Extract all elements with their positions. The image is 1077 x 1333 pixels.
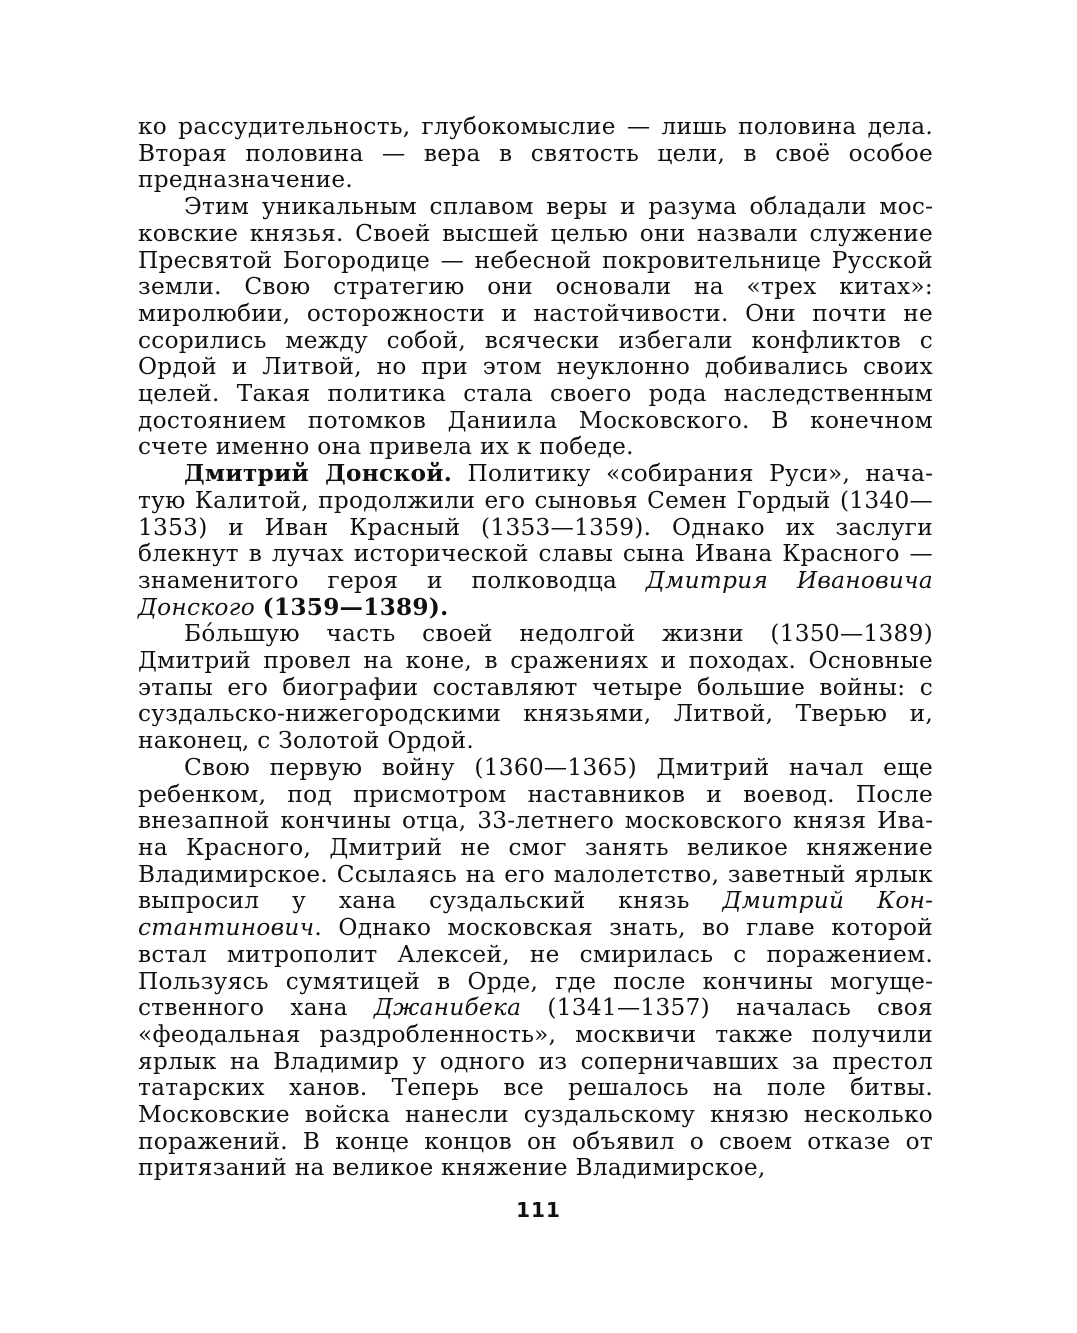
paragraph [138, 461, 933, 621]
paragraph [138, 194, 933, 461]
text-run: Свою первую войну (1360—1365) Дмитрий начал еще ребенком, под присмотром наставников и воевод. После внезапной кончины отца, 33-летнего московского князя Ивана Красного, Дмитрий не смог занять великое княжение Владимирское. Ссылаясь на его малолетство, заветный ярлык выпросил у хана суздальский князь [138, 753, 933, 915]
text-run: Этим уникальным сплавом веры и разума обладали московские князья. Своей высшей целью они назвали служение Пресвятой Богородице — небесной покровительнице Русской земли. Свою стратегию они основали на «трех китах»: миролюбии, осторожности и настойчивости. Они почти не ссорились между собой, всячески избегали конфликтов с Ордой и Литвой, но при этом неуклонно добивались своих целей. Такая политика стала своего рода наследственным достоянием потомков Даниила Московского. В конечном счете именно она привела их к победе. [138, 193, 933, 461]
page-number: 111 [516, 1198, 561, 1222]
paragraph [138, 621, 933, 755]
italic-text-run: Дмитрий Константинович [138, 887, 934, 942]
text-run: Политику «собирания Руси», начатую Калитой, продолжили его сыновья Семен Гордый (1340—1353) и Иван Красный (1353—1359). Однако их заслуги блекнут в лучах исторической славы сына Ивана Красного — знаменитого героя и полководца [138, 460, 933, 594]
text-run: . Однако московская знать, во главе которой встал митрополит Алексей, не смирилась с поражением. Пользуясь сумятицей в Орде, где после кончины могущественного хана [138, 914, 933, 1022]
italic-text-run: Дмитрия Ивановича Донского [138, 566, 933, 621]
text-run: Бо́льшую часть своей недолгой жизни (1350—1389) Дмитрий провел на коне, в сражениях и походах. Основные этапы его биографии составляют четыре большие войны: с суздальско-нижегородскими князьями, Литвой, Тверью и, наконец, с Золотой Ордой. [138, 620, 933, 755]
text-run: ко рассудительность, глубокомыслие — лишь половина дела. Вторая половина — вера в святость цели, в своё особое предназначение. [138, 113, 933, 194]
text-run: (1341—1357) началась своя «феодальная раздробленность», москвичи также получили ярлык на Владимир у одного из соперничавших за престол татарских ханов. Теперь все решалось на поле битвы. Московские войска нанесли суздальскому князю несколько поражений. В конце концов он объявил о своем отказе от притязаний на великое княжение Владимирское, [138, 994, 933, 1182]
bold-text-run: (1359—1389). [262, 593, 449, 621]
bold-text-run: Дмитрий Донской. [184, 460, 453, 488]
text-run [255, 594, 263, 621]
italic-text-run: Джанибека [373, 994, 522, 1022]
page-body [138, 114, 933, 1294]
paragraph [138, 755, 933, 1182]
paragraph [138, 114, 933, 194]
